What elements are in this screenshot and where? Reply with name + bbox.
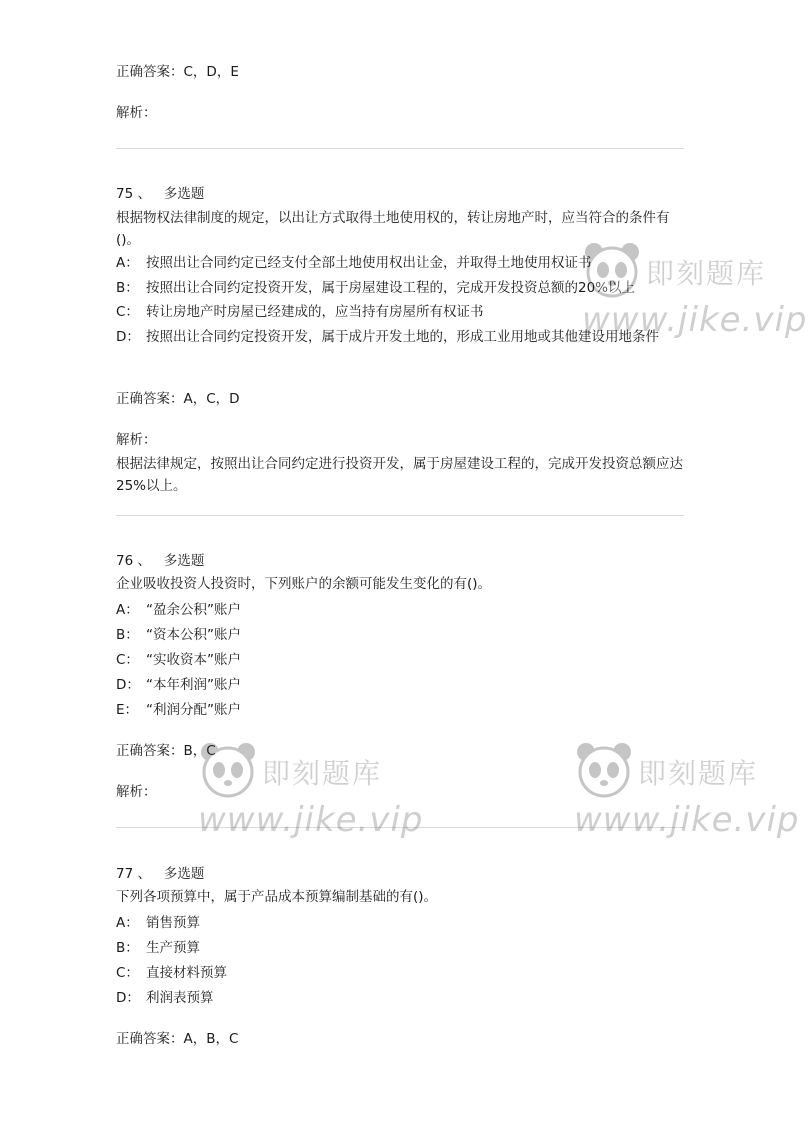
option-text: “实收资本”账户 (146, 652, 241, 668)
option-letter: C： (116, 652, 139, 668)
option-letter: A： (116, 255, 139, 271)
question-number: 75 、 (116, 186, 151, 202)
q76-stem: 企业吸收投资人投资时，下列账户的余额可能发生变化的有()。 (116, 576, 492, 592)
option-letter: D： (116, 329, 140, 345)
watermark-url: www.jike.vip (198, 800, 424, 840)
q75-option-c (116, 302, 686, 322)
option-text: “盈余公积”账户 (146, 602, 241, 618)
option-letter: D： (116, 990, 140, 1006)
question-number: 76 、 (116, 553, 151, 569)
option-text: 生产预算 (146, 940, 200, 956)
divider (116, 515, 684, 516)
question-number: 77 、 (116, 866, 151, 882)
option-letter: B： (116, 940, 139, 956)
q75-header (116, 184, 686, 204)
answer-label: 正确答案： (116, 1031, 184, 1047)
question-type: 多选题 (163, 186, 205, 202)
question-type: 多选题 (163, 553, 205, 569)
option-letter: C： (116, 304, 139, 320)
option-text: “资本公积”账户 (146, 627, 241, 643)
q75-stem: 根据物权法律制度的规定，以出让方式取得土地使用权的，转让房地产时，应当符合的条件有()。 (116, 210, 670, 248)
q76-option-e (116, 700, 686, 720)
option-text: 销售预算 (146, 915, 200, 931)
q77-option-c (116, 963, 686, 983)
watermark-brand: 即刻题库 (638, 757, 759, 790)
watermark-brand: 即刻题库 (262, 757, 383, 790)
q76-header (116, 551, 686, 571)
watermark-url: www.jike.vip (582, 300, 808, 340)
option-letter: E： (116, 702, 139, 718)
q76-option-a (116, 600, 686, 620)
watermark-url: www.jike.vip (574, 800, 800, 840)
prev-answer-row (116, 62, 686, 82)
answer-value: C，D，E (183, 64, 239, 80)
q75-option-d (116, 326, 686, 348)
option-letter: D： (116, 677, 140, 693)
q75-answer-row (116, 389, 686, 409)
watermark-brand: 即刻题库 (646, 257, 767, 290)
prev-analysis-label: 解析： (116, 105, 157, 121)
option-text: 按照出让合同约定已经支付全部土地使用权出让金，并取得土地使用权证书 (146, 255, 592, 271)
q75-option-b (116, 278, 686, 298)
option-letter: C： (116, 965, 139, 981)
q75-analysis-label: 解析： (116, 432, 157, 448)
answer-label: 正确答案： (116, 391, 184, 407)
option-letter: B： (116, 280, 139, 296)
answer-label: 正确答案： (116, 64, 184, 80)
q77-answer-row (116, 1029, 686, 1049)
option-text: 利润表预算 (146, 990, 214, 1006)
q77-option-a (116, 913, 686, 933)
q75-analysis-text: 根据法律规定，按照出让合同约定进行投资开发，属于房屋建设工程的，完成开发投资总额应达25%以上。 (116, 456, 683, 494)
q76-option-b (116, 625, 686, 645)
option-text: 按照出让合同约定投资开发，属于房屋建设工程的，完成开发投资总额的20%以上 (146, 280, 636, 296)
option-text: “利润分配”账户 (146, 702, 241, 718)
divider (116, 148, 684, 149)
option-letter: B： (116, 627, 139, 643)
option-letter: A： (116, 915, 139, 931)
q76-analysis-label: 解析： (116, 784, 157, 800)
q77-header (116, 864, 686, 884)
answer-value: B，C (183, 743, 216, 759)
option-text: “本年利润”账户 (146, 677, 241, 693)
answer-value: A，C，D (183, 391, 240, 407)
q77-stem: 下列各项预算中，属于产品成本预算编制基础的有()。 (116, 889, 438, 905)
q76-answer-row (116, 741, 686, 761)
option-text: 按照出让合同约定投资开发，属于成片开发土地的，形成工业用地或其他建设用地条件 (146, 329, 659, 345)
q76-option-c (116, 650, 686, 670)
q76-option-d (116, 675, 686, 695)
answer-value: A，B，C (183, 1031, 239, 1047)
answer-label: 正确答案： (116, 743, 184, 759)
option-text: 转让房地产时房屋已经建成的，应当持有房屋所有权证书 (146, 304, 484, 320)
option-letter: A： (116, 602, 139, 618)
q75-option-a (116, 253, 686, 273)
q77-option-b (116, 938, 686, 958)
q77-option-d (116, 988, 686, 1008)
divider (116, 827, 684, 828)
option-text: 直接材料预算 (146, 965, 227, 981)
question-type: 多选题 (163, 866, 205, 882)
